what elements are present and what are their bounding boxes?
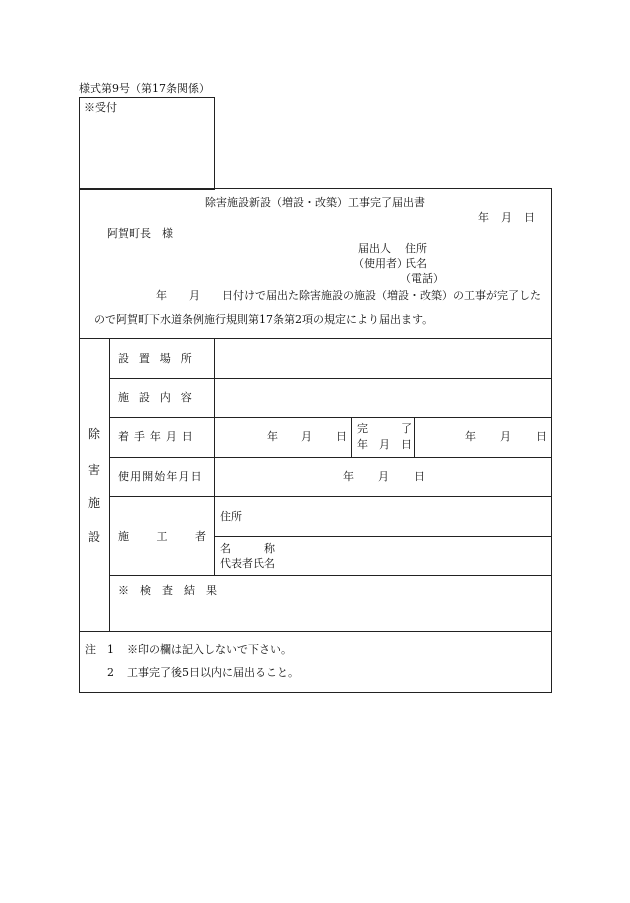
section-char: 施 xyxy=(88,496,101,510)
start-year: 年 xyxy=(267,430,278,443)
completion-month: 月 xyxy=(500,430,511,443)
contractor-address-label: 住所 xyxy=(220,510,242,523)
form-number: 様式第9号（第17条関係） xyxy=(79,82,210,95)
section-char: 除 xyxy=(88,427,101,441)
applicant-address-label: 住所 xyxy=(405,242,427,255)
location-label: 設置場所 xyxy=(118,352,202,365)
applicant-role: 届出人 xyxy=(358,242,391,255)
note-text: 工事完了後5日以内に届出ること。 xyxy=(127,666,299,679)
completion-day: 日 xyxy=(536,430,547,443)
completion-year: 年 xyxy=(465,430,476,443)
body-text-line2: ので阿賀町下水道条例施行規則第17条第2項の規定により届出ます。 xyxy=(94,313,434,326)
row-rule xyxy=(109,417,552,418)
notes-rule xyxy=(79,631,552,632)
applicant-name-label: 氏名 xyxy=(405,257,427,270)
row-rule xyxy=(109,378,552,379)
section-divider xyxy=(109,338,110,632)
completion-divider-right xyxy=(414,417,415,457)
row-rule xyxy=(214,536,552,537)
form-title: 除害施設新設（増設・改築）工事完了届出書 xyxy=(205,196,425,209)
date-year: 年 xyxy=(478,211,489,224)
row-rule xyxy=(109,496,552,497)
inspection-label: ※ 検 査 結 果 xyxy=(118,584,217,597)
notes-prefix: 注 xyxy=(85,643,96,656)
date-month: 月 xyxy=(501,211,512,224)
row-rule xyxy=(109,575,552,576)
contractor-name-label: 名 称 xyxy=(220,542,275,555)
use-start-label: 使用開始年月日 xyxy=(118,470,203,483)
note-number: 2 xyxy=(107,666,114,679)
date-day: 日 xyxy=(524,211,535,224)
completion-label-line2: 年 月 日 xyxy=(357,438,412,451)
start-day: 日 xyxy=(336,430,347,443)
note-number: 1 xyxy=(107,643,114,656)
applicant-phone-label: （電話） xyxy=(400,272,444,285)
addressee: 阿賀町長 様 xyxy=(107,227,173,240)
applicant-user-label: （使用者） xyxy=(353,257,408,270)
use-day: 日 xyxy=(414,470,425,483)
section-char: 設 xyxy=(88,530,101,544)
completion-divider-left xyxy=(351,417,352,457)
content-label: 施設内容 xyxy=(118,391,202,404)
contractor-label: 施工者 xyxy=(118,530,234,543)
row-rule xyxy=(109,457,552,458)
section-char: 害 xyxy=(88,463,101,477)
receipt-label: ※受付 xyxy=(84,101,117,114)
completion-label-line1: 完 了 xyxy=(357,422,412,435)
body-text-line1: 年 月 日付けで届出た除害施設の施設（増設・改築）の工事が完了した xyxy=(156,289,541,302)
table-top-rule xyxy=(79,338,552,339)
start-month: 月 xyxy=(301,430,312,443)
note-text: ※印の欄は記入しないで下さい。 xyxy=(127,643,292,656)
use-month: 月 xyxy=(378,470,389,483)
receipt-box xyxy=(79,97,215,190)
representative-label: 代表者氏名 xyxy=(220,557,275,570)
use-year: 年 xyxy=(343,470,354,483)
start-date-label: 着手年月日 xyxy=(118,430,198,443)
